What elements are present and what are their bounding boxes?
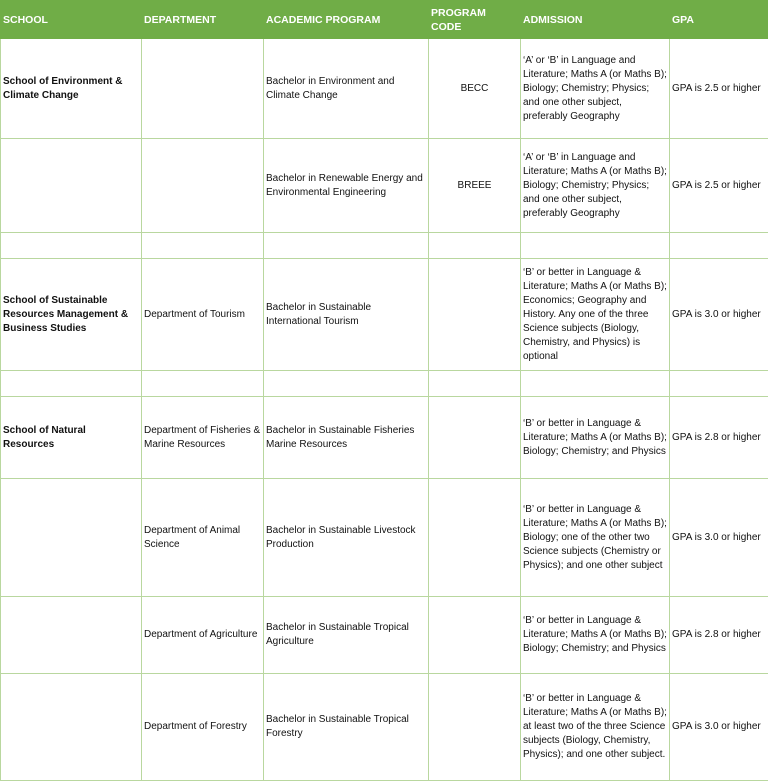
school-cell: School of Environment & Climate Change <box>1 39 142 139</box>
header-row <box>1 1 768 39</box>
school-cell <box>1 674 142 781</box>
header-admission: ADMISSION <box>521 1 670 39</box>
school-cell: School of Natural Resources <box>1 397 142 479</box>
program-cell: Bachelor in Sustainable Livestock Production <box>264 479 429 597</box>
gpa-cell: GPA is 2.8 or higher <box>670 397 768 479</box>
program-code-cell <box>429 259 521 371</box>
program-code-cell <box>429 479 521 597</box>
admission-cell: ‘B’ or better in Language & Literature; Maths A (or Maths B); Economics; Geography and History. Any one of the three Science subjects (Biology, Chemistry, and Physics) is optional <box>521 259 670 371</box>
admission-cell: ‘B’ or better in Language & Literature; Maths A (or Maths B); at least two of the three Science subjects (Biology, Chemistry, Physics); and one other subject. <box>521 674 670 781</box>
header-academic-program: ACADEMIC PROGRAM <box>264 1 429 39</box>
program-code-cell: BECC <box>429 39 521 139</box>
program-cell: Bachelor in Renewable Energy and Environmental Engineering <box>264 139 429 233</box>
department-cell: Department of Animal Science <box>142 479 264 597</box>
admission-cell: ‘A’ or ‘B’ in Language and Literature; Maths A (or Maths B); Biology; Chemistry; Physics; and one other subject, preferably Geography <box>521 39 670 139</box>
department-cell: Department of Fisheries & Marine Resources <box>142 397 264 479</box>
program-cell: Bachelor in Environment and Climate Change <box>264 39 429 139</box>
department-cell <box>142 39 264 139</box>
department-cell <box>142 139 264 233</box>
header-department: DEPARTMENT <box>142 1 264 39</box>
gpa-cell: GPA is 3.0 or higher <box>670 674 768 781</box>
admission-cell: ‘A’ or ‘B’ in Language and Literature; Maths A (or Maths B); Biology; Chemistry; Physics; and one other subject, preferably Geography <box>521 139 670 233</box>
program-cell: Bachelor in Sustainable Tropical Agriculture <box>264 597 429 674</box>
program-cell: Bachelor in Sustainable Fisheries Marine Resources <box>264 397 429 479</box>
gpa-cell: GPA is 3.0 or higher <box>670 259 768 371</box>
gpa-cell: GPA is 2.5 or higher <box>670 139 768 233</box>
program-code-cell <box>429 597 521 674</box>
table-row <box>1 39 768 139</box>
department-cell: Department of Forestry <box>142 674 264 781</box>
spacer-row <box>1 233 768 259</box>
table-row <box>1 397 768 479</box>
school-cell <box>1 597 142 674</box>
school-cell: School of Sustainable Resources Management & Business Studies <box>1 259 142 371</box>
department-cell: Department of Tourism <box>142 259 264 371</box>
program-cell: Bachelor in Sustainable Tropical Forestry <box>264 674 429 781</box>
program-code-cell <box>429 397 521 479</box>
department-cell: Department of Agriculture <box>142 597 264 674</box>
header-gpa: GPA <box>670 1 768 39</box>
school-cell <box>1 139 142 233</box>
gpa-cell: GPA is 2.5 or higher <box>670 39 768 139</box>
gpa-cell: GPA is 2.8 or higher <box>670 597 768 674</box>
program-cell: Bachelor in Sustainable International Tourism <box>264 259 429 371</box>
header-school: SCHOOL <box>1 1 142 39</box>
admission-cell: ‘B’ or better in Language & Literature; Maths A (or Maths B); Biology; Chemistry; and Physics <box>521 597 670 674</box>
gpa-cell: GPA is 3.0 or higher <box>670 479 768 597</box>
program-code-cell: BREEE <box>429 139 521 233</box>
table-row <box>1 139 768 233</box>
table-row <box>1 479 768 597</box>
school-cell <box>1 479 142 597</box>
table-row <box>1 259 768 371</box>
header-program-code: PROGRAM CODE <box>429 1 521 39</box>
table-row <box>1 674 768 781</box>
admission-cell: ‘B’ or better in Language & Literature; Maths A (or Maths B); Biology; Chemistry; and Physics <box>521 397 670 479</box>
program-code-cell <box>429 674 521 781</box>
spacer-row <box>1 371 768 397</box>
admission-cell: ‘B’ or better in Language & Literature; Maths A (or Maths B); Biology; one of the other two Science subjects (Chemistry or Physics); and one other subject <box>521 479 670 597</box>
table-row <box>1 597 768 674</box>
